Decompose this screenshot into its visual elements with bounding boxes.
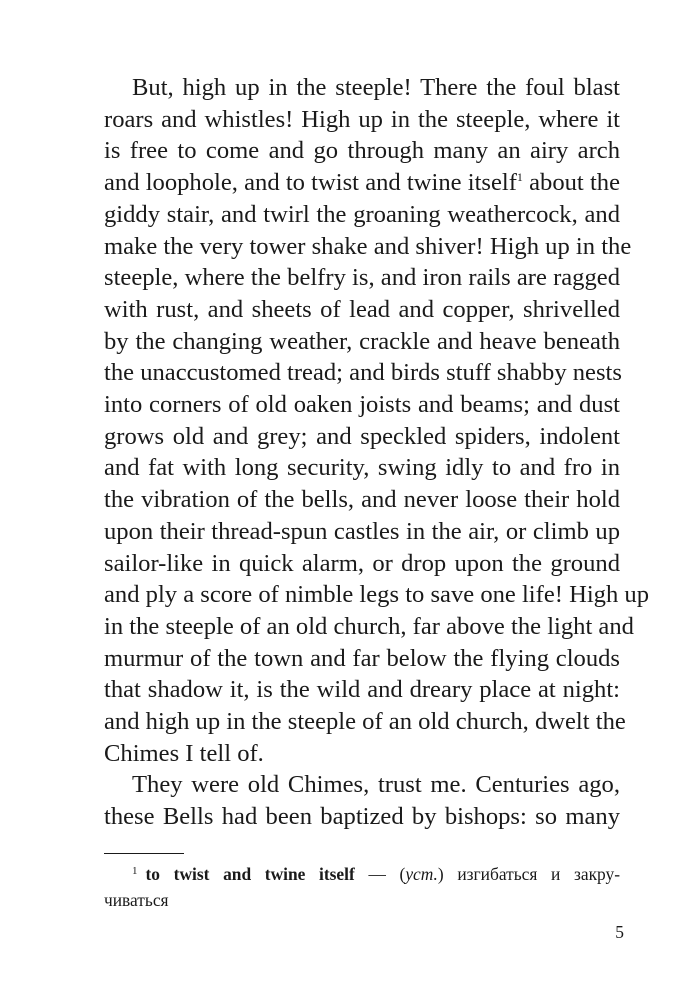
text-line-21: and high up in the steeple of an old church, dwelt the (104, 708, 626, 736)
text-line-1: But, high up in the steeple! There the foul blast (132, 74, 620, 101)
text-line-6: make the very tower shake and shiver! High up in the (104, 232, 632, 260)
text-line-5: giddy stair, and twirl the groaning weathercock, and (104, 200, 620, 228)
footnote-dash: — ( (354, 864, 406, 884)
text-line-8: with rust, and sheets of lead and copper, shrivelled (104, 295, 620, 323)
text-line-13: and fat with long security, swing idly to and fro in (104, 454, 620, 482)
text-line-10: the unaccustomed tread; and birds stuff shabby nests (104, 359, 622, 387)
footnote-abbreviation: уст. (405, 864, 438, 884)
text-line-12: grows old and grey; and speckled spiders, indolent (104, 422, 620, 450)
text-line-15: upon their thread-spun castles in the air, or climb up (104, 517, 620, 545)
page-number: 5 (615, 922, 624, 942)
text-line-7: steeple, where the belfry is, and iron rails are ragged (104, 264, 620, 292)
text-line-3: is free to come and go through many an airy arch (104, 137, 620, 165)
text-line-16: sailor-like in quick alarm, or drop upon the ground (104, 549, 620, 577)
text-line-9: by the changing weather, crackle and heave beneath (104, 327, 620, 355)
footnote-divider (104, 853, 184, 854)
text-line-2: roars and whistles! High up in the steeple, where it (104, 105, 620, 133)
text-line-4-end: about the (522, 169, 621, 197)
text-line-20: that shadow it, is the wild and dreary place at night: (104, 676, 620, 704)
footnote-gloss-part1: ) изгибаться и закру- (437, 864, 620, 884)
text-line-24: these Bells had been baptized by bishops: so many (104, 803, 620, 831)
text-line-11: into corners of old oaken joists and beams; and dust (104, 391, 620, 419)
text-line-22: Chimes I tell of. (104, 739, 264, 767)
text-line-4-start: and loophole, and to twist and twine itself (104, 169, 517, 197)
text-line-19: murmur of the town and far below the flying clouds (104, 644, 620, 672)
footnote-line-1 (104, 858, 620, 887)
text-line-14: the vibration of the bells, and never loose their hold (104, 486, 620, 514)
text-line-17: and ply a score of nimble legs to save one life! High up (104, 581, 650, 609)
text-line-18: in the steeple of an old church, far above the light and (104, 612, 634, 640)
footnote-term: to twist and twine itself (145, 864, 355, 884)
footnote (104, 858, 620, 913)
main-text (104, 72, 650, 833)
text-line-23: They were old Chimes, trust me. Centuries ago, (132, 771, 620, 799)
footnote-number: 1 (132, 865, 138, 877)
footnote-reference-marker: 1 (516, 170, 523, 185)
footnote-line-2: чиваться (104, 890, 169, 910)
text-line-4 (104, 167, 620, 199)
